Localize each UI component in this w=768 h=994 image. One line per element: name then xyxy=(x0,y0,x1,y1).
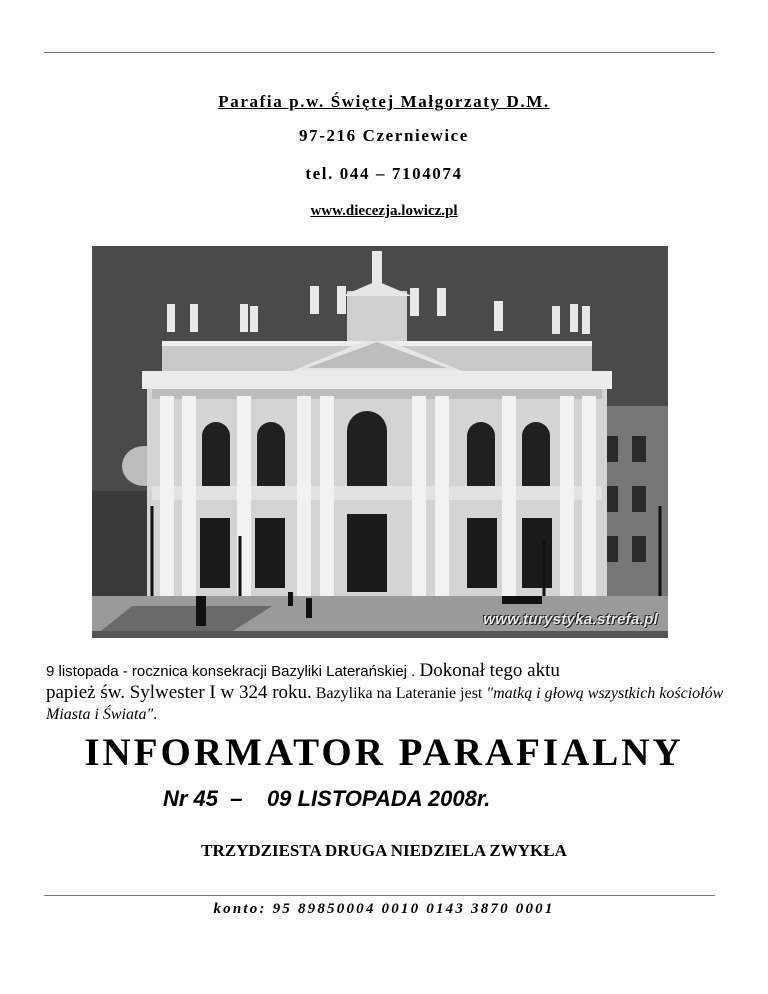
parish-name: Parafia p.w. Świętej Małgorzaty D.M. xyxy=(218,92,550,111)
caption-quote: "matką i głową wszystkich kościołów Miasta i Świata" xyxy=(46,685,724,723)
newsletter-title: INFORMATOR PARAFIALNY xyxy=(84,731,684,774)
photo-watermark: www.turystyka.strefa.pl xyxy=(483,611,658,628)
caption-part2: Dokonał tego aktu xyxy=(419,660,560,681)
postal-address: 97-216 Czerniewice xyxy=(299,126,469,145)
basilica-photo xyxy=(92,246,668,638)
website-link[interactable]: www.diecezja.lowicz.pl xyxy=(310,203,458,219)
caption-part3: papież św. Sylwester I w 324 roku. xyxy=(46,682,312,703)
caption-end: . xyxy=(153,706,158,723)
bank-account: konto: 95 89850004 0010 0143 3870 0001 xyxy=(213,901,555,917)
top-divider xyxy=(44,52,715,53)
caption-part1: 9 listopada - rocznica konsekracji Bazyliki Laterańskiej . xyxy=(46,663,420,680)
bottom-divider xyxy=(44,895,715,896)
phone-number: tel. 044 – 7104074 xyxy=(305,164,463,183)
liturgical-sunday: TRZYDZIESTA DRUGA NIEDZIELA ZWYKŁA xyxy=(201,841,567,860)
photo-caption xyxy=(46,660,726,725)
issue-number-date: Nr 45 – 09 LISTOPADA 2008r. xyxy=(163,786,491,811)
basilica-illustration xyxy=(92,246,668,638)
caption-part4: Bazylika na Lateranie jest xyxy=(311,685,487,702)
